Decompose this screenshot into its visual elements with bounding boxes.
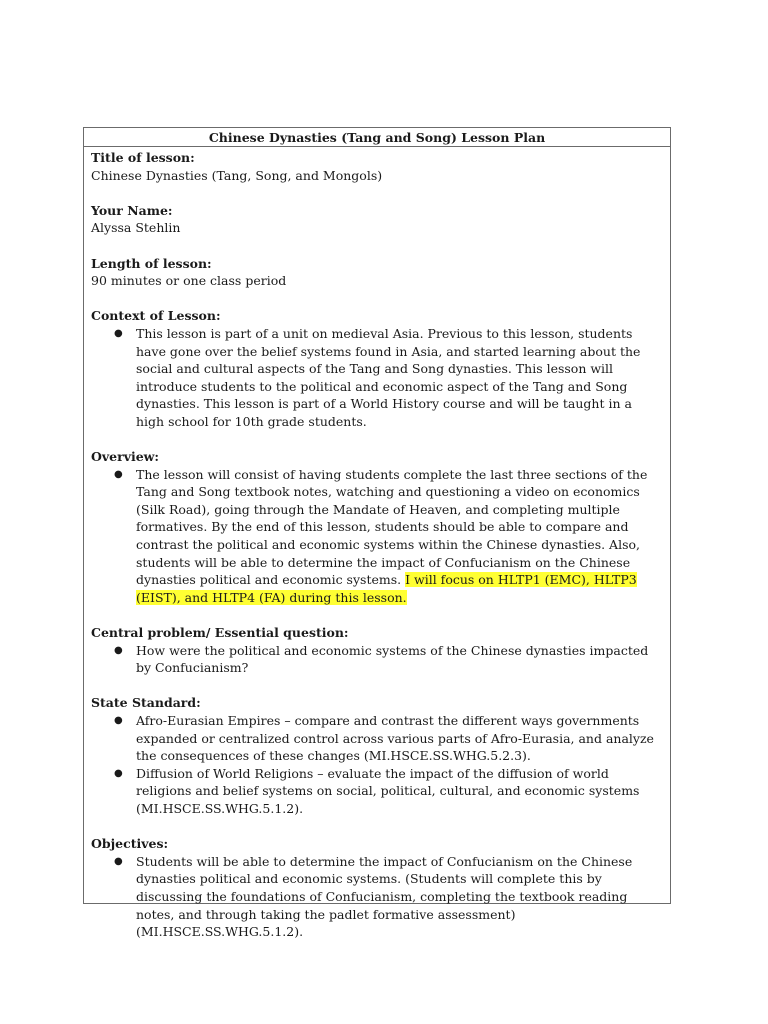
bullet-icon: ● — [114, 715, 123, 726]
bullet-list — [91, 466, 662, 607]
section-label: Objectives: — [91, 836, 169, 852]
list-item-text: Diffusion of World Religions – evaluate the impact of the diffusion of world religions and belief systems on social, political, cultural, and economic systems (MI.HSCE.SS.WHG.5.1.2). — [136, 765, 640, 816]
bullet-icon: ● — [114, 644, 123, 656]
section-label: Central problem/ Essential question: — [91, 625, 349, 641]
bullet-list — [91, 642, 662, 677]
table-header: Chinese Dynasties (Tang and Song) Lesson Plan — [84, 128, 670, 147]
list-item — [114, 765, 662, 818]
list-item — [114, 853, 662, 941]
bullet-icon: ● — [114, 767, 123, 779]
section-value: Chinese Dynasties (Tang, Song, and Mongols) — [91, 167, 383, 183]
bullet-icon: ● — [114, 468, 123, 480]
section-length — [91, 255, 662, 290]
list-item — [114, 466, 662, 607]
list-item-text: The lesson will consist of having students complete the last three sections of the Tang and Song textbook notes, watching and questioning a video on economics (Silk Road), going through the Mandate of Heaven, and completing multiple formatives. By the end of this lesson, students should be able to compare and contrast the political and economic systems within the Chinese dynasties. Also, students will be able to determine the impact of Confucianism on the Chinese dynasties political and economic systems. — [136, 466, 648, 588]
list-item — [114, 712, 662, 765]
list-item — [114, 325, 662, 431]
section-title — [91, 149, 662, 184]
section-label: Your Name: — [91, 202, 173, 218]
bullet-list — [91, 853, 662, 941]
section-label: Length of lesson: — [91, 255, 212, 271]
lesson-plan-table — [83, 127, 671, 940]
section-state-standard — [91, 694, 662, 817]
section-central-question — [91, 624, 662, 677]
bullet-list — [91, 325, 662, 431]
section-objectives — [91, 835, 662, 941]
section-label: Overview: — [91, 449, 160, 465]
section-label: Title of lesson: — [91, 150, 195, 165]
list-item-text: This lesson is part of a unit on medieval Asia. Previous to this lesson, students have gone over the belief systems found in Asia, and started learning about the social and cultural aspects of the Tang and Song dynasties. This lesson will introduce students to the political and economic aspect of the Tang and Song dynasties. This lesson is part of a World History course and will be taught in a high school for 10th grade students. — [136, 325, 641, 429]
bullet-list — [91, 712, 662, 818]
list-item-text: How were the political and economic systems of the Chinese dynasties impacted by Confucianism? — [136, 642, 649, 676]
section-label: State Standard: — [91, 695, 201, 711]
table-body — [84, 147, 670, 941]
highlighted-text: I will focus on HLTP1 (EMC), HLTP3 (EIST), and HLTP4 (FA) during this lesson. — [136, 572, 637, 605]
list-item-text: Afro-Eurasian Empires – compare and contrast the different ways governments expanded or centralized control across various parts of Afro-Eurasia, and analyze the consequences of these changes (MI.HSCE.SS.WHG.5.2.3). — [136, 713, 654, 764]
bullet-icon: ● — [114, 855, 123, 867]
section-overview — [91, 448, 662, 606]
section-context — [91, 307, 662, 430]
bullet-icon: ● — [114, 327, 123, 339]
section-value: 90 minutes or one class period — [91, 273, 287, 289]
section-label: Context of Lesson: — [91, 308, 221, 324]
list-item — [114, 642, 662, 677]
section-value: Alyssa Stehlin — [91, 220, 181, 236]
list-item-text: Students will be able to determine the impact of Confucianism on the Chinese dynasties political and economic systems. (Students will complete this by discussing the foundations of Confucianism, completing the textbook reading notes, and through taking the padlet formative assessment) (MI.HSCE.SS.WHG.5.1.2). — [136, 853, 633, 940]
section-name — [91, 202, 662, 237]
